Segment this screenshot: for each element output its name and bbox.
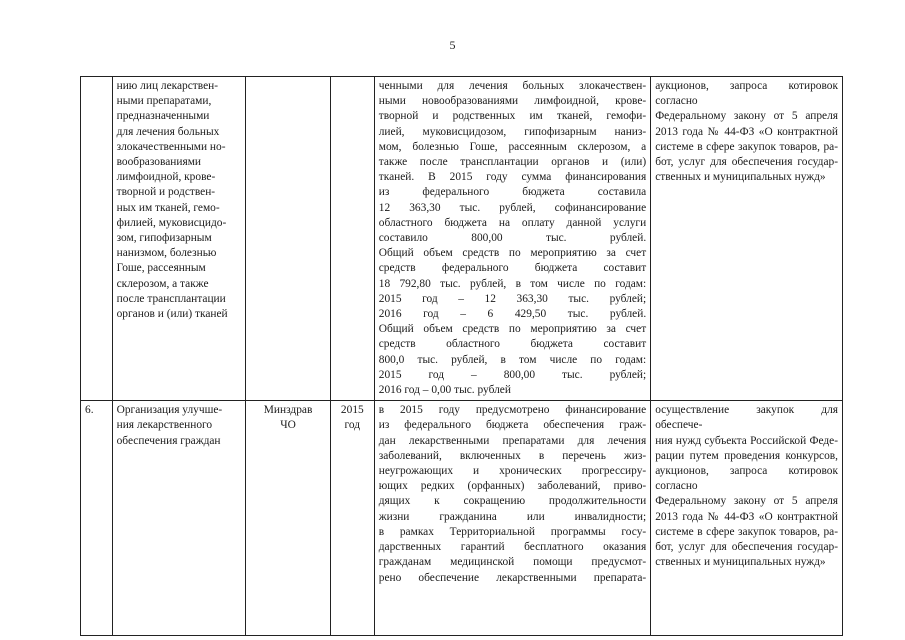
text-line: лимфоидной, крове- [116, 171, 216, 184]
text-line: в рамках Территориальной программы госу- [378, 525, 647, 538]
text-line: ственных и муниципальных нужд» [655, 171, 826, 184]
description-cell [374, 77, 650, 401]
text-line: ными препаратами, [116, 95, 212, 108]
text-line: 2013 года № 44-ФЗ «О контрактной [655, 125, 838, 138]
text-line: системе в сфере закупок товаров, ра- [655, 140, 838, 153]
measure-name-cell [112, 401, 246, 636]
text-line: нию лиц лекарствен- [116, 80, 219, 92]
text-line: после трансплантации [116, 292, 226, 305]
text-line: 18 792,80 тыс. рублей, в том числе по годам: [378, 277, 647, 290]
text-line: 2015 год – 12 363,30 тыс. рублей; [378, 292, 647, 305]
measures-table [80, 76, 843, 636]
text-line: жизни гражданина или инвалидности; [378, 510, 647, 523]
text-line: обеспечения граждан [116, 434, 221, 447]
text-line: Минздрав [263, 404, 313, 417]
text-line: составило 800,00 тыс. рублей. [378, 232, 647, 245]
text-line: вообразованиями [116, 156, 201, 169]
text-line: 12 363,30 тыс. рублей, софинансирование [378, 201, 647, 214]
text-line: ЧО [280, 419, 296, 432]
text-line: злокачественными но- [116, 140, 226, 153]
text-line: год [344, 419, 361, 432]
description-cell [374, 401, 650, 636]
text-line: дарственных гарантий бесплатного оказания [378, 541, 647, 554]
text-line: дящих к сокращению продолжительности [378, 495, 647, 508]
text-line: ния нужд субъекта Российской Феде- [655, 434, 838, 447]
text-line: ственных и муниципальных нужд» [655, 556, 826, 569]
text-line: нанизмом, болезнью [116, 247, 217, 260]
text-line: средств областного бюджета составит [378, 338, 647, 351]
text-line: 2013 года № 44-ФЗ «О контрактной [655, 510, 838, 523]
text-line: филией, муковисцидо- [116, 216, 227, 229]
executor-cell [246, 77, 331, 401]
text-line: ющих редких (орфанных) заболеваний, приво- [378, 480, 647, 493]
text-line: 2015 [340, 404, 364, 417]
text-line: в 2015 году предусмотрено финансирование [378, 404, 647, 417]
text-line: Организация улучше- [116, 404, 223, 417]
text-line: 2015 год – 800,00 тыс. рублей; [378, 368, 647, 381]
page-number: 5 [449, 38, 456, 52]
text-line: ченными для лечения больных злокачествен- [378, 80, 647, 92]
text-line: Общий объем средств по мероприятию за счет [378, 247, 647, 260]
text-line: тканей. В 2015 году сумма финансирования [378, 171, 647, 184]
text-line: бот, услуг для обеспечения государ- [655, 156, 838, 169]
executor-cell [246, 401, 331, 636]
text-line: зом, гипофизарным [116, 232, 212, 245]
measure-name-cell [112, 77, 246, 401]
text-line: осуществление закупок для обеспече- [655, 404, 838, 432]
table-row [81, 401, 843, 636]
text-line: аукционов, запроса котировок согласно [655, 465, 838, 493]
text-line: Федеральному закону от 5 апреля [655, 110, 838, 123]
text-line: системе в сфере закупок товаров, ра- [655, 525, 838, 538]
result-cell [651, 77, 843, 401]
text-line: ния лекарственного [116, 419, 213, 432]
text-line: Федеральному закону от 5 апреля [655, 495, 838, 508]
text-line: также после трансплантации органов и (или) [378, 156, 647, 169]
text-line: дан лекарственными препаратами для лечения [378, 434, 647, 447]
text-line: заболеваний, включенных в перечень жиз- [378, 449, 647, 462]
year-cell [330, 401, 374, 636]
text-line: Общий объем средств по мероприятию за счет [378, 323, 647, 336]
year-cell [330, 77, 374, 401]
text-line: Гоше, рассеянным [116, 262, 206, 275]
text-line: неугрожающих и хронических прогрессиру- [378, 465, 647, 478]
text-line: органов и (или) тканей [116, 308, 228, 321]
text-line: творной и родствен- [116, 186, 216, 199]
row-number-cell: 6. [81, 401, 113, 636]
text-line: предназначенными [116, 110, 210, 123]
text-line: из федерального бюджета составила [378, 186, 647, 199]
text-line: рено обеспечение лекарственными препарата- [378, 571, 647, 584]
table-row [81, 77, 843, 401]
text-line: бот, услуг для обеспечения государ- [655, 541, 838, 554]
text-line: из федерального бюджета обеспечения граж- [378, 419, 647, 432]
text-line: творной и родственных им тканей, гемофи- [378, 110, 647, 123]
text-line: аукционов, запроса котировок согласно [655, 80, 838, 108]
text-line: средств федерального бюджета составит [378, 262, 647, 275]
text-line: ными новообразованиями лимфоидной, крове- [378, 95, 647, 108]
text-line: 800,0 тыс. рублей, в том числе по годам: [378, 353, 647, 366]
text-line: лией, муковисцидозом, гипофизарным наниз- [378, 125, 647, 138]
text-line: склерозом, а также [116, 277, 209, 290]
text-line: гражданам медицинской помощи предусмот- [378, 556, 647, 569]
text-line: мом, болезнью Гоше, рассеянным склерозом, а [378, 140, 647, 153]
text-line: ных им тканей, гемо- [116, 201, 220, 214]
result-cell [651, 401, 843, 636]
row-number-cell [81, 77, 113, 401]
text-line: рации путем проведения конкурсов, [655, 449, 838, 462]
text-line: 2016 год – 6 429,50 тыс. рублей. [378, 308, 647, 321]
text-line: для лечения больных [116, 125, 220, 138]
text-line: областного бюджета на оплату данной услуги [378, 216, 647, 229]
text-line: 2016 год – 0,00 тыс. рублей [378, 384, 511, 397]
